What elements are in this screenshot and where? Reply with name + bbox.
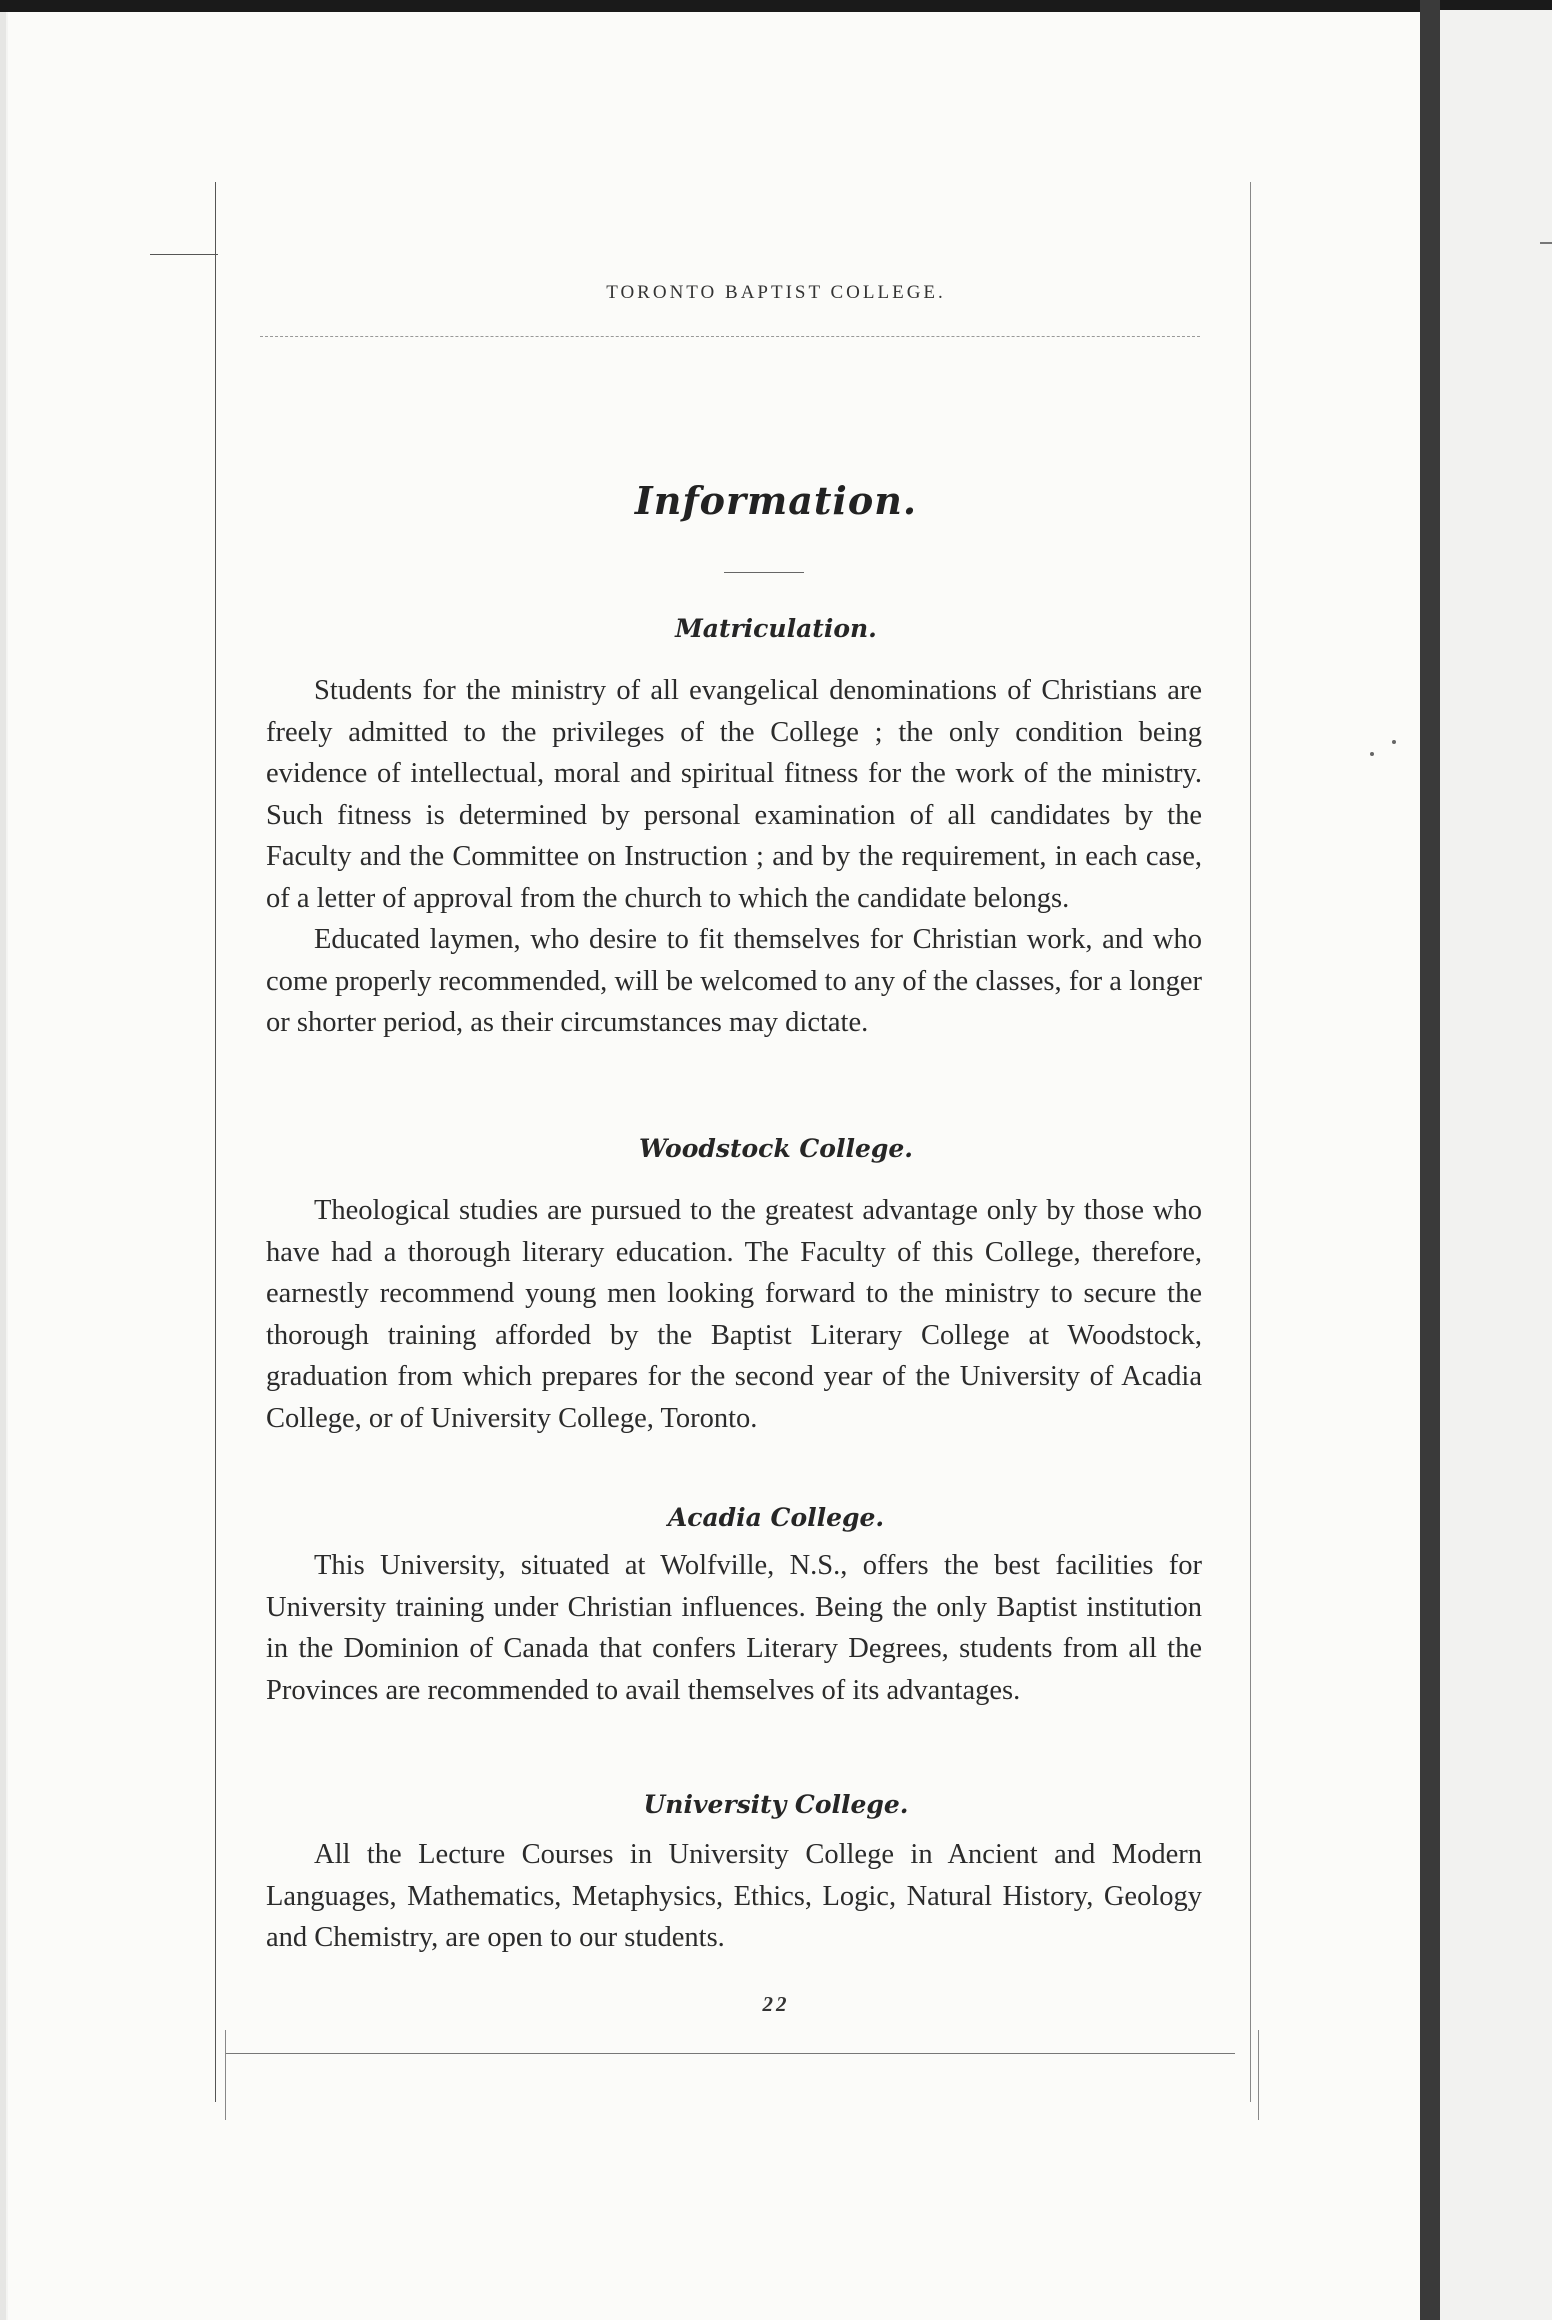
next-page-tick [1540, 242, 1552, 244]
scan-top-edge [0, 0, 1552, 12]
paragraph: Theological studies are pursued to the greatest advantage only by those who have had a thorough literary education. The Faculty of this College, therefore, earnestly recommend young men looking forward to the ministry to secure the thorough training afforded by the Baptist Literary College at Woodstock, graduation from which prepares for the second year of the University of Acadia College, or of University College, Toronto. [266, 1195, 1202, 1434]
page-number: 22 [762, 1992, 790, 2016]
speck-mark [1370, 752, 1374, 756]
section-woodstock-body [266, 1190, 1202, 1439]
scan-next-page [1440, 10, 1552, 2320]
speck-mark [1392, 740, 1396, 744]
scan-left-edge [0, 12, 6, 2320]
heading-woodstock: Woodstock College. [639, 1134, 913, 1163]
section-university-body [266, 1834, 1202, 1959]
frame-bottom-line [225, 2053, 1235, 2054]
paragraph: Educated laymen, who desire to fit themselves for Christian work, and who come properly recommended, will be welcomed to any of the classes, for a longer or shorter period, as their circumstances may dictate. [266, 924, 1202, 1038]
paragraph: Students for the ministry of all evangelical denominations of Christians are freely admitted to the privileges of the College ; the only condition being evidence of intellectual, moral and spiritual fitness for the work of the ministry. Such fitness is determined by personal examination of all candidates by the Faculty and the Committee on Instruction ; and by the requirement, in each case, of a letter of approval from the church to which the candidate belongs. [266, 675, 1202, 914]
heading-matriculation: Matriculation. [675, 614, 877, 643]
heading-acadia: Acadia College. [667, 1503, 885, 1532]
frame-bottom-right-line [1258, 2030, 1259, 2120]
title-rule [724, 572, 804, 573]
heading-university: University College. [643, 1790, 909, 1819]
document-page [8, 12, 1420, 2320]
frame-top-tick [150, 254, 218, 255]
frame-bottom-left-line [225, 2030, 226, 2120]
section-acadia-body [266, 1545, 1202, 1711]
page-title: Information. [634, 478, 918, 523]
header-dashed-rule [260, 336, 1200, 337]
section-matriculation-body [266, 670, 1202, 1044]
paragraph: All the Lecture Courses in University College in Ancient and Modern Languages, Mathematics, Metaphysics, Ethics, Logic, Natural History, Geology and Chemistry, are open to our students. [266, 1839, 1202, 1953]
paragraph: This University, situated at Wolfville, N.S., offers the best facilities for University training under Christian influences. Being the only Baptist institution in the Dominion of Canada that confers Literary Degrees, students from all the Provinces are recommended to avail themselves of its advantages. [266, 1550, 1202, 1706]
running-head: TORONTO BAPTIST COLLEGE. [606, 282, 946, 303]
